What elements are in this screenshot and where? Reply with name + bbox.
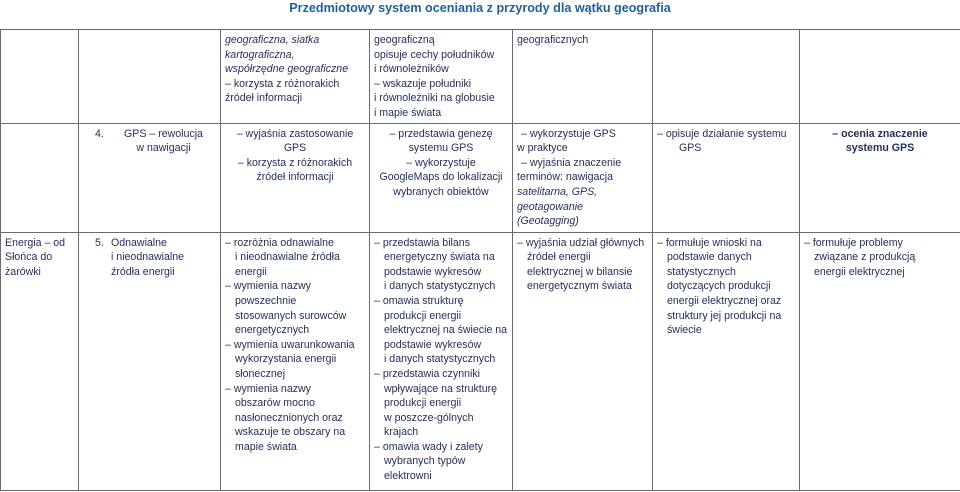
- section-title: żarówki: [5, 265, 41, 278]
- grading-table: [0, 29, 960, 491]
- list-item: źródeł informacji: [225, 92, 303, 105]
- topic-cell: [79, 123, 221, 232]
- list-item: powszechnie: [235, 294, 297, 307]
- list-item: i równoleżników: [374, 63, 449, 76]
- list-item: podstawie wykresów: [384, 265, 482, 278]
- list-item: (Geotagging): [517, 215, 579, 228]
- list-item: i danych statystycznych: [384, 353, 496, 366]
- list-item: geograficzna, siatka: [225, 34, 320, 46]
- list-item: – wymienia nazwy: [225, 280, 311, 293]
- list-item: wskazuje te obszary na: [235, 426, 346, 439]
- list-item: systemu GPS: [408, 142, 474, 155]
- list-item: – korzysta z różnorakich: [237, 156, 353, 169]
- table-row-gps: [1, 123, 960, 232]
- list-item: geograficznych: [517, 34, 589, 46]
- list-item: – wykorzystuje: [406, 156, 476, 169]
- topic-title: źródła energii: [111, 265, 175, 278]
- list-item: – formułuje wnioski na: [657, 236, 762, 249]
- list-item: – wyjaśnia znaczenie: [521, 156, 622, 169]
- list-item: – przedstawia bilans: [374, 236, 470, 249]
- list-item: produkcji energii: [384, 397, 462, 410]
- list-item: – wyjaśnia udział głównych: [517, 236, 645, 249]
- list-item: obszarów mocno: [235, 397, 316, 410]
- list-item: – wykorzystuje GPS: [521, 127, 616, 140]
- lesson-number: 5.: [95, 236, 104, 249]
- list-item: – wskazuje południki: [374, 77, 472, 90]
- list-item: źródeł informacji: [256, 171, 334, 184]
- list-item: źródeł energii: [527, 251, 591, 264]
- list-item: wpływające na strukturę: [384, 382, 498, 395]
- grade-2-cell: [221, 30, 370, 124]
- list-item: – opisuje działanie systemu: [657, 127, 787, 140]
- list-item: – korzysta z różnorakich: [225, 77, 340, 90]
- grade-2-cell: [221, 232, 370, 490]
- list-item: energetyczny świata na: [384, 251, 495, 264]
- section-cell: [1, 30, 79, 124]
- list-item: wybranych typów: [384, 455, 466, 468]
- list-item: dotyczących produkcji: [667, 280, 771, 293]
- grade-3-cell: [370, 30, 513, 124]
- topic-cell: [79, 30, 221, 124]
- list-item: opisuje cechy południków: [374, 48, 495, 61]
- list-item: elektrowni: [384, 470, 432, 483]
- list-item: słonecznej: [235, 367, 286, 380]
- list-item: i danych statystycznych: [384, 280, 496, 293]
- list-item: energetycznym świata: [527, 280, 632, 293]
- list-item: energii elektrycznej oraz: [667, 294, 782, 307]
- page-title: Przedmiotowy system oceniania z przyrody dla wątku geografia: [289, 1, 671, 15]
- list-item: – ocenia znaczenie: [832, 127, 928, 140]
- list-item: stosowanych surowców: [235, 309, 347, 322]
- topic-title: GPS – rewolucja: [124, 127, 203, 140]
- list-item: energetycznych: [235, 324, 310, 337]
- topic-title: i nieodnawialne: [111, 251, 185, 264]
- table-row-continued: [1, 30, 960, 124]
- list-item: – przedstawia czynniki: [374, 367, 480, 380]
- list-item: satelitarna, GPS,: [517, 185, 598, 198]
- section-title: Energia – od: [5, 236, 66, 249]
- list-item: terminów: nawigacja: [517, 171, 613, 184]
- topic-title: Odnawialne: [111, 236, 167, 249]
- list-item: nasłonecznionych oraz: [235, 411, 343, 424]
- list-item: wybranych obiektów: [393, 185, 489, 198]
- topic-title: w nawigacji: [136, 142, 191, 155]
- list-item: systemu GPS: [845, 142, 915, 155]
- list-item: wykorzystania energii: [235, 353, 337, 366]
- list-item: energii: [235, 265, 267, 278]
- list-item: w poszcze-gólnych: [384, 411, 474, 424]
- list-item: podstawie danych: [667, 251, 752, 264]
- grade-4-cell: [513, 30, 653, 124]
- list-item: kartograficzna,: [225, 48, 295, 61]
- list-item: geotagowanie: [517, 200, 583, 213]
- list-item: struktury jej produkcji na: [667, 309, 782, 322]
- list-item: GoogleMaps do lokalizacji: [379, 171, 503, 184]
- list-item: związane z produkcją: [814, 251, 916, 264]
- grade-5-cell: [653, 123, 800, 232]
- list-item: geograficzną: [374, 34, 435, 46]
- list-item: produkcji energii: [384, 309, 462, 322]
- list-item: energii elektrycznej: [814, 265, 905, 278]
- lesson-number: 4.: [95, 127, 104, 140]
- list-item: – formułuje problemy: [804, 236, 903, 249]
- grade-4-cell: [513, 123, 653, 232]
- list-item: – wyjaśnia zastosowanie: [236, 127, 354, 140]
- grade-4-cell: [513, 232, 653, 490]
- list-item: – wymienia nazwy: [225, 382, 311, 395]
- list-item: – omawia strukturę: [374, 294, 464, 307]
- grade-2-cell: [221, 123, 370, 232]
- list-item: GPS: [283, 142, 307, 155]
- topic-cell: [79, 232, 221, 490]
- list-item: w praktyce: [517, 142, 568, 155]
- grade-6-cell: [800, 123, 960, 232]
- section-cell: [1, 232, 79, 490]
- grade-3-cell: [370, 123, 513, 232]
- list-item: krajach: [384, 426, 419, 439]
- list-item: mapie świata: [235, 440, 297, 453]
- list-item: współrzędne geograficzne: [225, 63, 349, 76]
- list-item: elektrycznej w bilansie: [527, 265, 633, 278]
- grade-3-cell: [370, 232, 513, 490]
- grade-6-cell: [800, 232, 960, 490]
- list-item: elektrycznej na świecie na: [384, 324, 508, 337]
- list-item: – wymienia uwarunkowania: [225, 338, 355, 351]
- list-item: i równoleżniki na globusie: [374, 92, 495, 105]
- list-item: – rozróżnia odnawialne: [225, 236, 334, 249]
- table-row-energy: [1, 232, 960, 490]
- list-item: podstawie wykresów: [384, 338, 482, 351]
- list-item: i mapie świata: [374, 106, 442, 119]
- list-item: świecie: [667, 324, 702, 337]
- list-item: statystycznych: [667, 265, 736, 278]
- list-item: – omawia wady i zalety: [374, 440, 483, 453]
- grade-5-cell: [653, 30, 800, 124]
- section-cell: [1, 123, 79, 232]
- list-item: i nieodnawialne źródła: [235, 251, 340, 264]
- list-item: – przedstawia genezę: [389, 127, 493, 140]
- list-item: GPS: [679, 142, 702, 155]
- grade-6-cell: [800, 30, 960, 124]
- grade-5-cell: [653, 232, 800, 490]
- section-title: Słońca do: [5, 251, 53, 264]
